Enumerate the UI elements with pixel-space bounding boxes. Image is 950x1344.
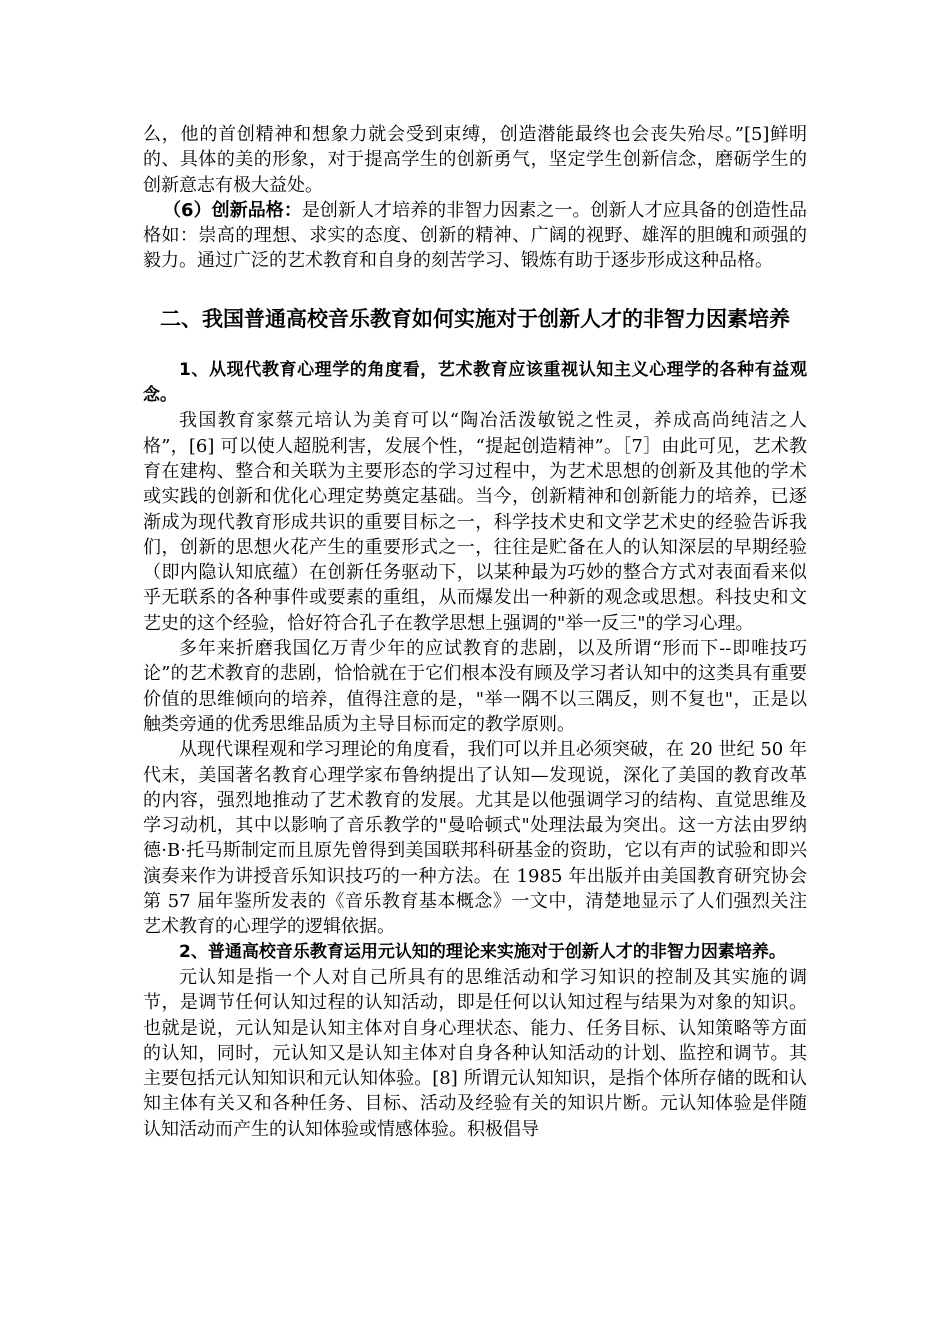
subheading-1: 1、从现代教育心理学的角度看，艺术教育应该重视认知主义心理学的各种有益观念。 (143, 359, 807, 406)
innovation-character-lead: （6）创新品格： (163, 199, 302, 221)
paragraph-curriculum-theory: 从现代课程观和学习理论的角度看，我们可以并且必须突破，在 20 世纪 50 年代末，美国著名教育心理学家布鲁纳提出了认知—发现说，深化了美国的教育改革的内容，强烈地推动了艺术教育的发展。尤其是以他强调学习的结构、直觉思维及学习动机，其中以影响了音乐教学的"曼哈顿式"处理法最为突出。这一方法由罗纳德·B·托马斯制定而且原先曾得到美国联邦科研基金的资助，它以有声的试验和即兴演奏来作为讲授音乐知识技巧的一种方法。在 1985 年出版并由美国教育研究协会第 57 届年鉴所发表的《音乐教育基本概念》一文中，清楚地显示了人们强烈关注艺术教育的心理学的逻辑依据。 (143, 739, 807, 938)
paragraph-cai-yuanpei: 我国教育家蔡元培认为美育可以“陶冶活泼敏锐之性灵，养成高尚纯洁之人格”，[6] 可以使人超脱利害，发展个性，“提起创造精神”。［7］由此可见，艺术教育在建构、整合和关联为主要形态的学习过程中，为艺术思想的创新及其他的学术或实践的创新和优化心理定势奠定基础。当今，创新精神和创新能力的培养，已逐渐成为现代教育形成共识的重要目标之一，科学技术史和文学艺术史的经验告诉我们，创新的思想火花产生的重要形式之一，往往是贮备在人的认知深层的早期经验（即内隐认知底蕴）在创新任务驱动下，以某种最为巧妙的整合方式对表面看来似乎无联系的各种事件或要素的重组，从而爆发出一种新的观念或思想。科技史和文艺史的这个经验，恰好符合孔子在教学思想上强调的"举一反三"的学习心理。 (143, 410, 807, 634)
document-page (143, 122, 807, 1142)
paragraph-metacognition: 元认知是指一个人对自己所具有的思维活动和学习知识的控制及其实施的调节，是调节任何认知过程的认知活动，即是任何以认知过程与结果为对象的知识。也就是说，元认知是认知主体对自身心理状态、能力、任务目标、认知策略等方面的认知，同时，元认知又是认知主体对自身各种认知活动的计划、监控和调节。其主要包括元认知知识和元认知体验。[8] 所谓元认知知识，是指个体所存储的既和认知主体有关又和各种任务、目标、活动及经验有关的知识片断。元认知体验是伴随认知活动而产生的认知体验或情感体验。积极倡导 (143, 966, 807, 1140)
paragraph-continuation: 么，他的首创精神和想象力就会受到束缚，创造潜能最终也会丧失殆尽。”[5]鲜明的、具体的美的形象，对于提高学生的创新勇气，坚定学生创新信念，磨砺学生的创新意志有极大益处。 (143, 124, 807, 196)
section-heading: 二、我国普通高校音乐教育如何实施对于创新人才的非智力因素培养 (160, 306, 790, 331)
subheading-2: 2、普通高校音乐教育运用元认知的理论来实施对于创新人才的非智力因素培养。 (179, 941, 786, 962)
innovation-character-body: 是创新人才培养的非智力因素之一。创新人才应具备的创造性品格如：崇高的理想、求实的态度、创新的精神、广阔的视野、雄浑的胆魄和顽强的毅力。通过广泛的艺术教育和自身的刻苦学习、锻炼有助于逐步形成这种品格。 (143, 199, 807, 272)
paragraph-innovation-character (143, 198, 807, 274)
paragraph-exam-education: 多年来折磨我国亿万青少年的应试教育的悲剧，以及所谓“形而下--即唯技巧论”的艺术教育的悲剧，恰恰就在于它们根本没有顾及学习者认知中的这类具有重要价值的思维倾向的培养，值得注意的是，"举一隅不以三隅反，则不复也"，正是以触类旁通的优秀思维品质为主导目标而定的教学原则。 (143, 638, 807, 735)
